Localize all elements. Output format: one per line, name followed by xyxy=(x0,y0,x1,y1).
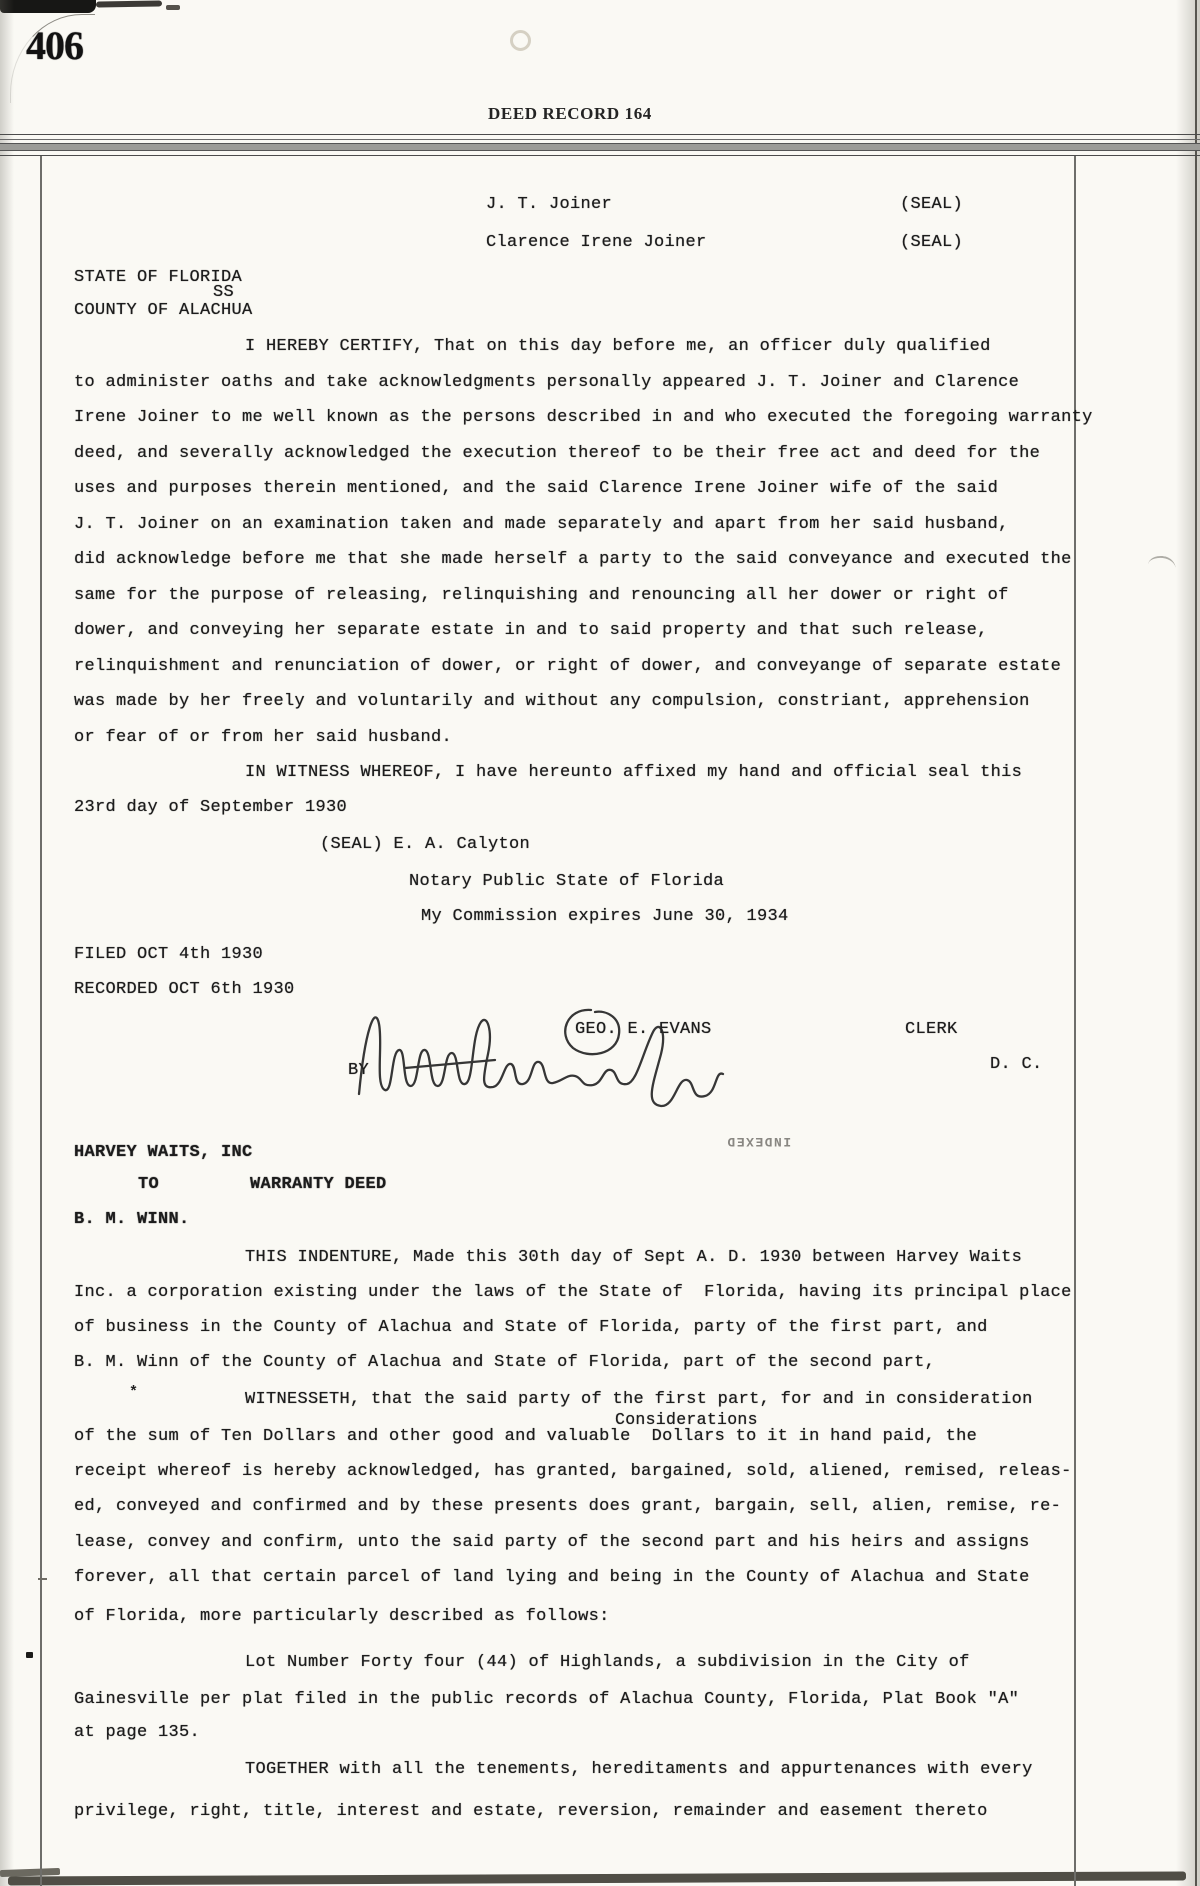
certify-line: to administer oaths and take acknowledgments personally appeared J. T. Joiner and Clarence xyxy=(74,373,1020,392)
clerk-name: GEO. E. EVANS xyxy=(575,1020,712,1039)
clerk-signature-script xyxy=(345,990,735,1120)
filed-line: FILED OCT 4th 1930 xyxy=(74,945,264,964)
scan-smudge xyxy=(166,5,180,10)
together-line: TOGETHER with all the tenements, hereditaments and appurtenances with every xyxy=(245,1760,1033,1779)
together-line: privilege, right, title, interest and estate, reversion, remainder and easement thereto xyxy=(74,1802,988,1821)
recorded-line: RECORDED OCT 6th 1930 xyxy=(74,980,295,999)
indenture-line: receipt whereof is hereby acknowledged, has granted, bargained, sold, aliened, remised, releas- xyxy=(74,1462,1072,1481)
indenture-line: of the sum of Ten Dollars and other good and valuable Dollars to it in hand paid, the xyxy=(74,1427,978,1446)
county-line: COUNTY OF ALACHUA xyxy=(74,301,253,320)
witness-line: IN WITNESS WHEREOF, I have hereunto affixed my hand and official seal this xyxy=(245,763,1023,782)
seal-label: (SEAL) xyxy=(900,195,964,214)
page-number: 406 xyxy=(26,23,83,68)
page-left-edge-shadow xyxy=(0,0,14,1886)
certify-line: Irene Joiner to me well known as the persons described in and who executed the foregoing warranty xyxy=(74,408,1093,427)
deed-record-header: DEED RECORD 164 xyxy=(488,104,652,123)
notary-title-line: Notary Public State of Florida xyxy=(409,872,725,891)
certify-line: did acknowledge before me that she made herself a party to the said conveyance and executed the xyxy=(74,550,1072,569)
certify-line: same for the purpose of releasing, relinquishing and renouncing all her dower or right of xyxy=(74,586,1009,605)
scan-smudge xyxy=(0,0,96,13)
certify-line: uses and purposes therein mentioned, and the said Clarence Irene Joiner wife of the said xyxy=(74,479,999,498)
header-rule xyxy=(0,155,1200,156)
certify-line: deed, and severally acknowledged the execution thereof to be their free act and deed for the xyxy=(74,444,1041,463)
notary-seal-line: (SEAL) E. A. Calyton xyxy=(320,835,531,854)
scan-mark xyxy=(26,1652,33,1658)
ss-label: SS xyxy=(213,283,235,302)
scan-ring-smudge xyxy=(510,30,531,51)
state-line: STATE OF FLORIDA xyxy=(74,268,243,287)
indenture-line: WITNESSETH, that the said party of the first part, for and in consideration xyxy=(245,1390,1033,1409)
scan-mark xyxy=(1147,555,1177,575)
indenture-line: of business in the County of Alachua and State of Florida, party of the first part, and xyxy=(74,1318,988,1337)
description-line: at page 135. xyxy=(74,1723,201,1742)
indenture-line: of Florida, more particularly described as follows: xyxy=(74,1607,610,1626)
instrument-type: WARRANTY DEED xyxy=(250,1175,387,1194)
indenture-line: B. M. Winn of the County of Alachua and State of Florida, part of the second part, xyxy=(74,1353,936,1372)
indenture-line: forever, all that certain parcel of land lying and being in the County of Alachua and State xyxy=(74,1568,1030,1587)
certify-line: I HEREBY CERTIFY, That on this day before me, an officer duly qualified xyxy=(245,337,991,356)
indenture-line: THIS INDENTURE, Made this 30th day of Sept A. D. 1930 between Harvey Waits xyxy=(245,1248,1023,1267)
certify-line: relinquishment and renunciation of dower, or right of dower, and conveyange of separate estate xyxy=(74,657,1062,676)
grantee-caption: B. M. WINN. xyxy=(74,1210,190,1229)
certify-line: was made by her freely and voluntarily and without any compulsion, constriant, apprehension xyxy=(74,692,1030,711)
notary-commission-line: My Commission expires June 30, 1934 xyxy=(421,907,789,926)
signatory-name: Clarence Irene Joiner xyxy=(486,233,707,252)
page-right-edge xyxy=(1195,0,1197,1886)
left-margin-rule xyxy=(40,156,42,1886)
seal-label: (SEAL) xyxy=(900,233,964,252)
scan-smudge xyxy=(96,0,162,7)
grantor-caption: HARVEY WAITS, INC xyxy=(74,1143,253,1162)
witness-line: 23rd day of September 1930 xyxy=(74,798,348,817)
certify-line: J. T. Joiner on an examination taken and made separately and apart from her said husband, xyxy=(74,515,1009,534)
header-rule xyxy=(0,139,1200,140)
deputy-initials: D. C. xyxy=(990,1055,1043,1074)
header-rule-thick xyxy=(0,143,1200,151)
description-line: Lot Number Forty four (44) of Highlands, a subdivision in the City of xyxy=(245,1653,970,1672)
indexed-stamp: INDEXED xyxy=(726,1134,792,1149)
indenture-line: Inc. a corporation existing under the laws of the State of Florida, having its principal place xyxy=(74,1283,1072,1302)
scan-bottom-edge xyxy=(8,1871,1186,1885)
scan-mark xyxy=(38,1578,47,1580)
signatory-name: J. T. Joiner xyxy=(486,195,613,214)
clerk-title: CLERK xyxy=(905,1020,958,1039)
certify-line: or fear of or from her said husband. xyxy=(74,728,453,747)
header-rule xyxy=(0,134,1200,135)
indenture-line: lease, convey and confirm, unto the said party of the second part and his heirs and assigns xyxy=(74,1533,1030,1552)
indenture-line: ed, conveyed and confirmed and by these presents does grant, bargain, sell, alien, remise, re- xyxy=(74,1497,1062,1516)
by-label: BY xyxy=(348,1061,370,1080)
interlineation: Considerations xyxy=(615,1410,758,1429)
certify-line: dower, and conveying her separate estate in and to said property and that such release, xyxy=(74,621,988,640)
to-label: TO xyxy=(138,1175,160,1194)
description-line: Gainesville per plat filed in the public records of Alachua County, Florida, Plat Book "A" xyxy=(74,1690,1020,1709)
scan-asterisk-mark: * xyxy=(129,1384,139,1401)
